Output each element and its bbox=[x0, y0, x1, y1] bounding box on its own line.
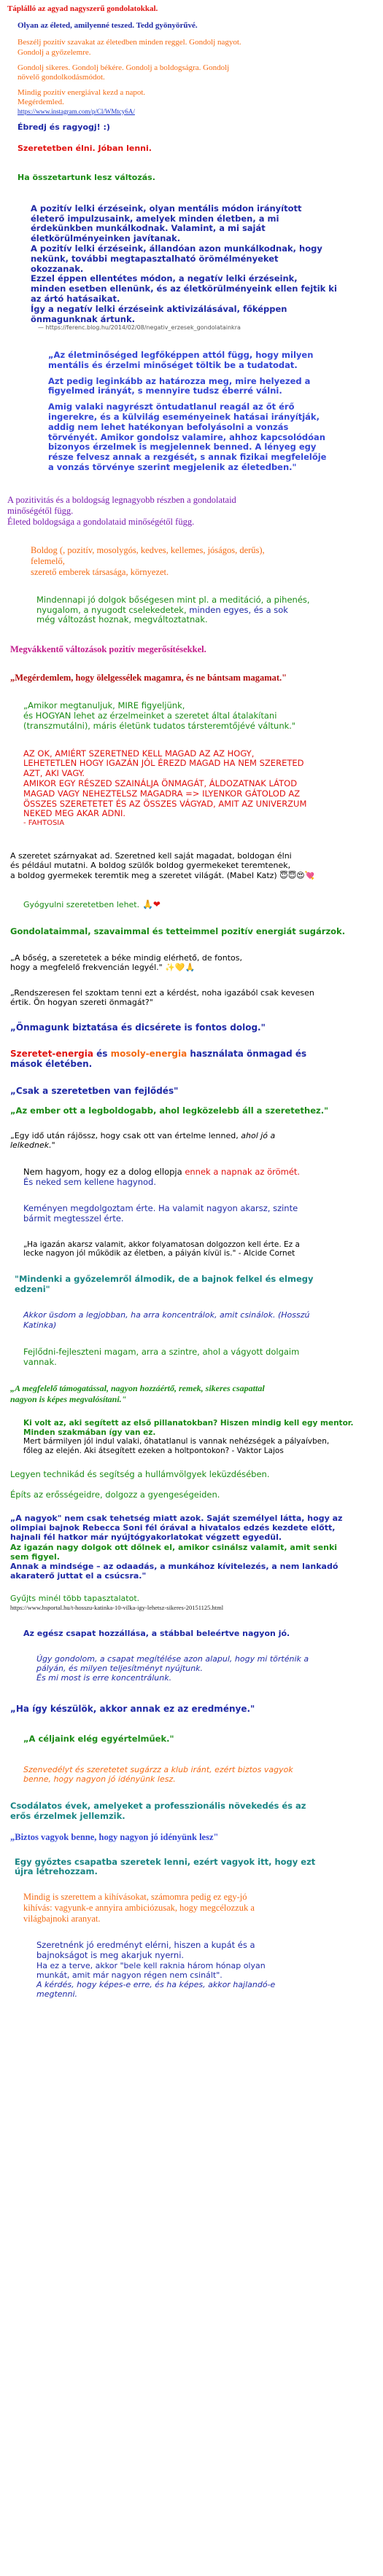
block16-pre: Szeretet-energia bbox=[10, 1049, 97, 1060]
block41-line-2: bajnokságot is meg akarjuk nyerni. bbox=[36, 1950, 185, 1961]
block2-line: ingerekre, és a külvilág eseményeinek hatásai irányítják, bbox=[48, 412, 320, 422]
block5-highlight: minden egyes, és a sok bbox=[189, 604, 288, 615]
block13 bbox=[7, 953, 376, 972]
block9-line: MAGAD VAGY NEHEZTELSZ MAGADRA => ILYENKOR GÁTOLOD AZ bbox=[23, 788, 301, 799]
block12: Gondolataimmal, szavaimmal és tetteimmel pozitív energiát sugárzok. bbox=[10, 926, 346, 937]
block14-line-1: „Rendszeresen fel szoktam tenni ezt a kérdést, noha igazából csak kevesen bbox=[10, 988, 314, 998]
block30-line-7: akaraterő juttat el a csúcsra." bbox=[10, 1571, 147, 1581]
block14-line-2: értik. Ön hogyan szereti önmagát?" bbox=[10, 998, 153, 1008]
block9-author: - FAHTOSIA bbox=[23, 819, 65, 828]
block16 bbox=[7, 1049, 376, 1070]
block9-line: AZT, AKI VAGY. bbox=[23, 768, 85, 779]
block27-line-4: főleg az elején. Aki átsegített ezeken a holtpontokon? - Vaktor Lajos bbox=[23, 1446, 284, 1455]
block27-line-2: Minden szakmában így van ez. bbox=[23, 1428, 156, 1437]
block16-mid1: és bbox=[96, 1049, 111, 1060]
block1-line: okozzanak. bbox=[31, 263, 84, 274]
block36-line-1: Szenvedélyt és szeretetet sugárzz a klub iránt, ezért biztos vagyok bbox=[23, 1764, 293, 1774]
block23-line-1: "Mindenki a győzelemről álmodik, de a bajnok felkel és elmegy bbox=[15, 1273, 314, 1284]
block30-line-2: olimpiai bajnok Rebecca Soni fél órával a hivatalos edzés kezdete előtt, bbox=[10, 1523, 336, 1533]
block33-line-1: Úgy gondolom, a csapat megítélése azon alapul, hogy mi történik a bbox=[36, 1653, 309, 1664]
block39-line-2: újra létrehozzam. bbox=[15, 1866, 98, 1877]
block1-line: A pozitív lelki érzéseink, olyan mentális módon irányított bbox=[31, 203, 302, 214]
block19-line-1: „Egy idő után rájössz, hogy csak ott van értelme lenned, bbox=[10, 1131, 241, 1140]
block38: „Biztos vagyok benne, hogy nagyon jó idényünk lesz" bbox=[10, 1831, 219, 1842]
block31-link[interactable]: https://www.hsportal.hu/t-hosszu-katinka-10-vilka-igy-lehetsz-sikeres-20151125.html bbox=[10, 1603, 224, 1611]
block31 bbox=[7, 1594, 376, 1610]
block2-line: addig nem lehet hatékonyan befolyásolni a vonzás bbox=[48, 421, 289, 432]
block1-line: A pozitív lelki érzéseink, állandóan azon munkálkodnak, hogy bbox=[31, 243, 322, 254]
block1-line: életkörülményeinken javítanak. bbox=[31, 233, 181, 244]
block1-line: önmagunknak ártunk. bbox=[31, 313, 136, 324]
block14 bbox=[7, 988, 376, 1007]
block16-post2: mások életében. bbox=[10, 1059, 93, 1070]
block41-line-5: A kérdés, hogy képes-e erre, és ha képes, akkor hajlandó-e bbox=[36, 1980, 276, 1990]
block39 bbox=[7, 1857, 376, 1878]
block34: „Ha így készülök, akkor annak ez az eredménye." bbox=[10, 1703, 255, 1714]
block41-line-6: megtenni. bbox=[36, 1989, 78, 2000]
block6: Megvákkentő változások pozitív megerősítésekkel. bbox=[10, 644, 206, 655]
block27-line-1: Ki volt az, aki segített az első pillanatokban? Hiszen mindig kell egy mentor. bbox=[23, 1419, 354, 1428]
block9-line: AMIKOR EGY RÉSZED SZAINÁLJA ÖNMAGÁT, ÁLDOZATNAK LÁTOD bbox=[23, 778, 298, 788]
block20 bbox=[7, 1167, 376, 1188]
block21-line-2: bármit megtesszel érte. bbox=[23, 1213, 124, 1224]
block3-line-a: A pozitivitás és a boldogság legnagyobb részben a gondolataid bbox=[7, 494, 236, 505]
block20-highlight: ennek a napnak az örömét. bbox=[185, 1167, 301, 1178]
block2-line: bizonyos érzelmek is megjelennek benned. A lényeg egy bbox=[48, 442, 317, 453]
block4-line-b: felemelő, bbox=[31, 555, 65, 566]
block9 bbox=[7, 749, 376, 829]
block2-line: „Az életminőséged legfőképpen attól függ, hogy milyen bbox=[48, 350, 314, 361]
block7: „Megérdemlem, hogy ölelgessélek magamra, és ne bántsam magamat." bbox=[10, 673, 287, 684]
block11: Gyógyulni szeretetben lehet. bbox=[23, 899, 140, 909]
block31-title: Gyűjts minél több tapasztalatot. bbox=[10, 1594, 140, 1604]
block33-line-2: pályán, és milyen teljesítményt nyújtunk. bbox=[36, 1664, 204, 1674]
intro-p3a: Gondolj sikeres. Gondolj békére. Gondolj a boldogságra. Gondolj bbox=[18, 63, 230, 72]
intro-p4b: Megérdemled. bbox=[18, 98, 64, 107]
block1-line: minden esetben ellenünk, és az életkörülményeink ellen fejtik ki bbox=[31, 283, 337, 294]
block41 bbox=[7, 1941, 376, 1999]
block25-line-1: Fejlődni-fejleszteni magam, arra a szintre, ahol a vágyott dolgaim bbox=[23, 1346, 300, 1357]
block30 bbox=[7, 1514, 376, 1581]
block2-line: a vonzás törvénye szerint megjelenik az életedben." bbox=[48, 461, 297, 472]
block3 bbox=[7, 495, 376, 528]
block37-line-2: erős érzelmek jellemzik. bbox=[10, 1810, 125, 1821]
block9-line: NEKED MEG AKAR ADNI. bbox=[23, 808, 126, 819]
block37-line-1: Csodálatos évek, amelyeket a professzionális növekedés és az bbox=[10, 1801, 306, 1812]
intro-p7: Ha összetartunk lesz változás. bbox=[18, 172, 155, 182]
block40-line-1: Mindig is szerettem a kihívásokat, számomra pedig ez egy-jó bbox=[23, 1892, 247, 1903]
block13-line-2: hogy a megfelelő frekvencián legyél." ✨💛🙏 bbox=[10, 963, 196, 973]
block4-line-a: Boldog (, pozitív, mosolygós, kedves, kellemes, jóságos, derűs), bbox=[31, 544, 265, 555]
block36-line-2: benne, hogy nagyon jó idényünk lesz. bbox=[23, 1774, 176, 1784]
block2 bbox=[7, 351, 376, 473]
intro-p4a: Mindig pozitív energiával kezd a napot. bbox=[18, 88, 146, 98]
block8-line-2: és HOGYAN lehet az érzelmeinket a szeretet által átalakítani bbox=[23, 710, 277, 721]
block8-line-3: (transzmutálni), máris életünk tudatos társteremtőjévé váltunk." bbox=[23, 720, 296, 731]
block30-line-4: Az igazán nagy dolgok ott dőlnek el, amikor csinálsz valamit, amit senki bbox=[10, 1542, 338, 1552]
block27-line-3: Mert bármilyen jól indul valaki, óhatatlanul is vannak nehézségek a pályaívben, bbox=[23, 1437, 330, 1446]
block2-line: Amig valaki nagyrészt öntudatlanul reagál az őt érő bbox=[48, 402, 295, 412]
block27 bbox=[7, 1419, 376, 1455]
block30-line-3: hajnali fél hatkor már nyújtógyakorlatokat végzett egyedül. bbox=[10, 1532, 282, 1543]
block1-source: — https://ferenc.blog.hu/2014/02/08/negativ_erzesek_gondolatainkra bbox=[38, 324, 241, 332]
block1-line: érdekünkben munkálkodnak. Valamint, a mi saját bbox=[31, 223, 266, 234]
block29: Építs az erősségeidre, dolgozz a gyengeségeiden. bbox=[10, 1489, 220, 1500]
intro-title: Táplálló az agyad nagyszerű gondolatokkal. bbox=[7, 4, 158, 13]
intro-p2b: Gondolj a győzelemre. bbox=[18, 47, 91, 57]
block26-line-1: „A megfelelő támogatással, nagyon hozzáértő, remek, sikeres csapattal bbox=[10, 1383, 265, 1394]
block40 bbox=[7, 1892, 376, 1925]
block22-line-2: lecke nagyon jól működik az életben, a páiyán kívül is." - Alcide Cornet bbox=[23, 1249, 295, 1258]
block2-line: része felvesz annak a rezgését, s annak fizikai megfelelője bbox=[48, 452, 327, 463]
block16-mid2: mosoly-energia bbox=[110, 1049, 190, 1060]
block1-line: nekünk, további megtapasztalható örömélményeket bbox=[31, 253, 279, 264]
block37 bbox=[7, 1801, 376, 1822]
block11-row bbox=[7, 899, 376, 909]
block23 bbox=[7, 1275, 376, 1295]
intro-p3b: növelő gondolkodásmódot. bbox=[18, 72, 105, 82]
heart-icon: 🙏❤ bbox=[142, 899, 160, 909]
block19 bbox=[7, 1131, 376, 1150]
block5-line-2: nyugalom, a nyugodt cselekedetek, bbox=[36, 604, 190, 615]
block40-line-2: kihívás: vagyunk-e annyira ambiciózusak, hogy megcélozzuk a bbox=[23, 1903, 255, 1914]
block20-pre: Nem hagyom, hogy ez a dolog ellopja bbox=[23, 1167, 185, 1178]
block33-line-3: És mi most is erre koncentrálunk. bbox=[36, 1673, 172, 1683]
block1-line: Így a negatív lelki érzéseink aktivizálásával, főképpen bbox=[31, 303, 287, 314]
block19-line-2: lelkednek." bbox=[10, 1140, 55, 1151]
block26-line-2: nagyon is képes megvalósítani." bbox=[10, 1393, 127, 1404]
block1-line: az ártó hatásaikat. bbox=[31, 294, 120, 305]
block2-line: törvényét. Amikor gondolsz valamire, ahhoz kapcsolódóan bbox=[48, 431, 325, 442]
block1 bbox=[7, 204, 376, 332]
block16-post1: használata önmagad és bbox=[190, 1049, 307, 1060]
block10-line-1: A szeretet szárnyakat ad. Szeretned kell saját magadat, boldogan élni bbox=[10, 851, 292, 861]
intro-p6: Szeretetben élni. Jóban lenni. bbox=[18, 144, 152, 154]
block5 bbox=[7, 595, 376, 625]
intro-p2a: Beszélj pozitív szavakat az életedben minden reggel. Gondolj nagyot. bbox=[18, 38, 241, 47]
block24-line-2: Katinka) bbox=[23, 1320, 57, 1330]
block2-line: figyelmed irányát, s mennyire tudsz éberré válni. bbox=[48, 385, 282, 396]
block1-line: Ezzel éppen ellentétes módon, a negatív lelki érzéseink, bbox=[31, 273, 298, 284]
block35: „A céljaink elég egyértelműek." bbox=[23, 1733, 174, 1744]
block25 bbox=[7, 1347, 376, 1368]
block9-line: AZ OK, AMIÉRT SZERETNED KELL MAGAD AZ AZ HOGY, bbox=[23, 748, 255, 759]
intro-p5: Ébredj és ragyogj! :) bbox=[18, 122, 110, 133]
block25-line-2: vannak. bbox=[23, 1356, 57, 1367]
block30-line-5: sem figyel. bbox=[10, 1551, 60, 1562]
block22-line-1: „Ha igazán akarsz valamit, akkor folyamatosan dolgozzon kell érte. Ez a bbox=[23, 1240, 300, 1249]
intro-p1: Olyan az életed, amilyenné teszed. Tedd gyönyörűvé. bbox=[18, 21, 198, 31]
block8-line-1: „Amikor megtanuljuk, MIRE figyeljünk, bbox=[23, 700, 185, 711]
block24-line-1: Akkor üsdom a legjobban, ha arra koncentrálok, amit csinálok. (Hosszú bbox=[23, 1310, 310, 1320]
block4-line-c: szerető emberek társasága, környezet. bbox=[31, 566, 169, 577]
block32: Az egész csapat hozzállása, a stábbal beleértve nagyon jó. bbox=[23, 1628, 290, 1638]
block2-line: mentális és érzelmi minőséget töltik be a tudatodat. bbox=[48, 359, 298, 370]
block10 bbox=[7, 851, 376, 880]
block2-line: Azt pedig leginkább az határozza meg, mire helyezed a bbox=[48, 375, 311, 386]
block41-line-4: munkát, amit már nagyon régen nem csinált". bbox=[36, 1970, 223, 1981]
block21-line-1: Keményen megdolgoztam érte. Ha valamit nagyon akarsz, szinte bbox=[23, 1202, 298, 1213]
block30-line-1: „A nagyok" nem csak tehetség miatt azok. Saját személyel látta, hogy az bbox=[10, 1514, 343, 1524]
block5-line-3: még változást hoznak, megváltoztatnak. bbox=[36, 614, 208, 625]
block3-line-b: minőségétől függ. bbox=[7, 505, 74, 516]
block36 bbox=[7, 1765, 376, 1784]
block19-line-1-italic: ahol jó a bbox=[241, 1131, 276, 1140]
block23-line-2: edzeni" bbox=[15, 1283, 50, 1294]
block41-line-3: Ha ez a terve, akkor "bele kell raknia három hónap olyan bbox=[36, 1960, 266, 1970]
block18: „Az ember ott a legboldogabb, ahol legközelebb áll a szeretethez." bbox=[10, 1105, 329, 1116]
block9-line: ÖSSZES SZERETETET ÉS AZ ÖSSZES VÁGYAD, AMIT AZ UNIVERZUM bbox=[23, 798, 307, 809]
block22 bbox=[7, 1240, 376, 1258]
block40-line-3: világbajnoki aranyat. bbox=[23, 1914, 101, 1925]
intro-section bbox=[7, 4, 376, 182]
block4 bbox=[7, 545, 376, 578]
block39-line-1: Egy győztes csapatba szeretek lenni, ezért vagyok itt, hogy ezt bbox=[15, 1856, 316, 1867]
block17: „Csak a szeretetben van fejlődés" bbox=[10, 1085, 179, 1096]
block20-line-2: És neked sem kellene hagynod. bbox=[23, 1177, 157, 1188]
block8 bbox=[7, 701, 376, 731]
instagram-link[interactable]: https://www.instagram.com/p/Cl/WMtcy6A/ bbox=[18, 107, 135, 115]
block21 bbox=[7, 1204, 376, 1224]
block10-line-2: és például mutatni. A boldog szülők boldog gyermekeket teremtenek, bbox=[10, 861, 291, 871]
block28: Legyen technikád és segítség a hullámvölgyek leküzdésében. bbox=[10, 1469, 270, 1480]
block9-line: LEHETETLEN HOGY IGAZÁN JÓL ÉREZD MAGAD HA NEM SZERETED bbox=[23, 758, 304, 769]
block3-line-c: Életed boldogsága a gondolataid minőségétől függ. bbox=[7, 516, 195, 527]
block26 bbox=[7, 1383, 376, 1404]
block30-line-6: Annak a mindsége – az odaadás, a munkához kívitelezés, a nem lankadó bbox=[10, 1562, 338, 1571]
block13-line-1: „A bőség, a szeretetek a béke mindig elérhető, de fontos, bbox=[10, 952, 242, 963]
block33 bbox=[7, 1654, 376, 1683]
block24 bbox=[7, 1310, 376, 1329]
block41-line-1: Szeretnénk jó eredményt elérni, hiszen a kupát és a bbox=[36, 1940, 255, 1951]
block15: „Önmagunk biztatása és dicsérete is fontos dolog." bbox=[10, 1022, 266, 1033]
block1-line: életerő impulzusaink, amelyek minden életben, a mi bbox=[31, 213, 279, 224]
block10-line-3: a boldog gyermekek teremtik meg a szeretet világát. (Mabel Katz) 😇😇😍💘 bbox=[10, 870, 315, 880]
block5-line-1: Mindennapi jó dolgok bőségesen mint pl. a meditáció, a pihenés, bbox=[36, 594, 310, 605]
